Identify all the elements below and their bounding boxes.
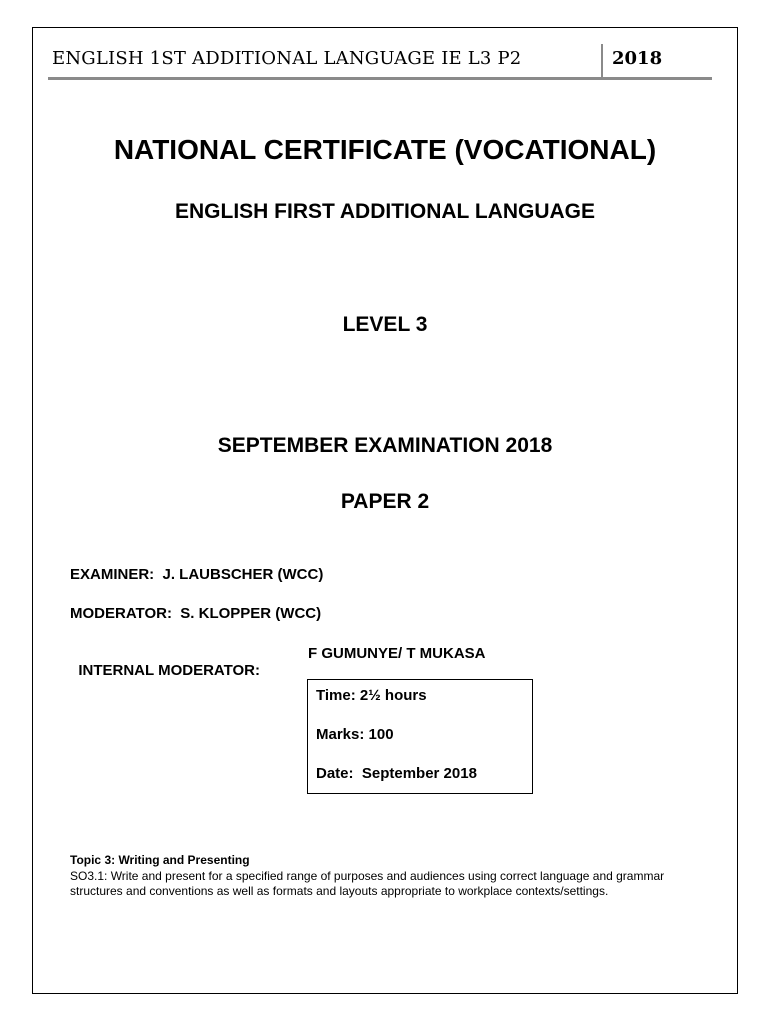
header-subject-code: ENGLISH 1ST ADDITIONAL LANGUAGE IE L3 P2 bbox=[52, 48, 522, 69]
examiner-line: EXAMINER: J. LAUBSCHER (WCC) bbox=[70, 566, 324, 583]
moderator-line: MODERATOR: S. KLOPPER (WCC) bbox=[70, 605, 322, 622]
certificate-title: NATIONAL CERTIFICATE (VOCATIONAL) bbox=[113, 134, 657, 165]
header-divider bbox=[601, 44, 603, 80]
date-info: Date: September 2018 bbox=[316, 765, 477, 782]
topic-heading: Topic 3: Writing and Presenting bbox=[70, 853, 250, 867]
specific-outcome-text: SO3.1: Write and present for a specified range of purposes and audiences using correct language and grammar structures and conventions as well as formats and layouts appropriate to workplace contexts/settings. bbox=[70, 869, 665, 898]
subject-title: ENGLISH FIRST ADDITIONAL LANGUAGE bbox=[175, 200, 595, 223]
header-rule bbox=[48, 77, 712, 80]
marks-info: Marks: 100 bbox=[316, 726, 394, 743]
exam-title: SEPTEMBER EXAMINATION 2018 bbox=[217, 434, 553, 457]
level-title: LEVEL 3 bbox=[342, 313, 428, 336]
header-year: 2018 bbox=[612, 48, 663, 69]
internal-moderator-value: F GUMUNYE/ T MUKASA bbox=[308, 645, 486, 662]
exam-info-box bbox=[307, 679, 533, 794]
time-info: Time: 2½ hours bbox=[316, 687, 427, 704]
internal-moderator-label: INTERNAL MODERATOR: bbox=[78, 662, 261, 679]
paper-title: PAPER 2 bbox=[340, 490, 430, 513]
